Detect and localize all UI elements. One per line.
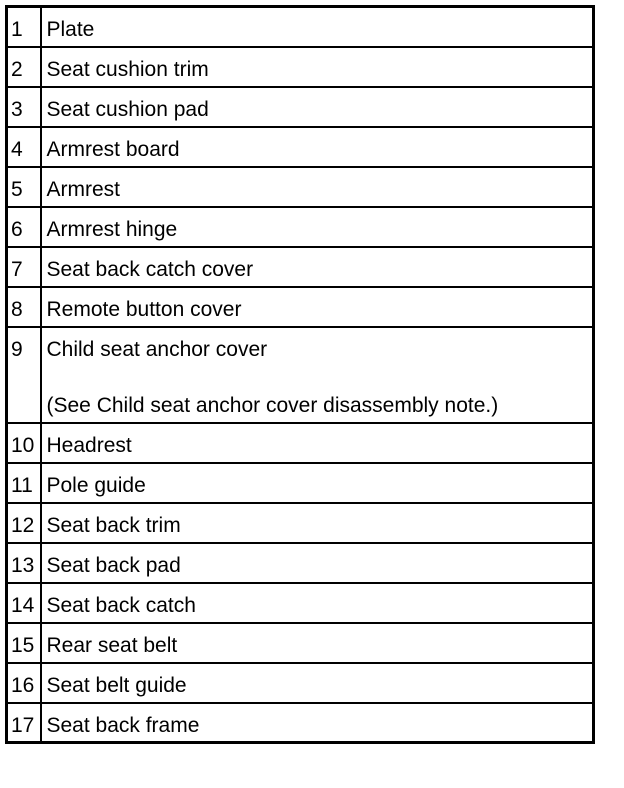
part-name: Child seat anchor cover <box>46 337 268 361</box>
part-name: Seat cushion pad <box>41 87 594 127</box>
table-row <box>7 7 594 47</box>
part-name: Plate <box>41 7 594 47</box>
part-number: 7 <box>7 247 41 287</box>
table-row <box>7 327 594 423</box>
table-row <box>7 623 594 663</box>
part-name: Armrest board <box>41 127 594 167</box>
part-number: 9 <box>7 327 41 423</box>
part-name: Seat back frame <box>41 703 594 743</box>
part-number: 5 <box>7 167 41 207</box>
table-row <box>7 463 594 503</box>
table-row <box>7 287 594 327</box>
table-row <box>7 247 594 287</box>
part-name: Seat belt guide <box>41 663 594 703</box>
table-row <box>7 543 594 583</box>
part-number: 13 <box>7 543 41 583</box>
part-name: Seat cushion trim <box>41 47 594 87</box>
part-name: Seat back trim <box>41 503 594 543</box>
part-number: 3 <box>7 87 41 127</box>
table-row <box>7 583 594 623</box>
part-number: 10 <box>7 423 41 463</box>
part-name: Headrest <box>41 423 594 463</box>
part-note: (See Child seat anchor cover disassembly note.) <box>46 393 499 417</box>
part-number: 1 <box>7 7 41 47</box>
parts-table <box>5 5 595 744</box>
part-number: 12 <box>7 503 41 543</box>
table-row <box>7 167 594 207</box>
table-row <box>7 47 594 87</box>
part-number: 11 <box>7 463 41 503</box>
part-number: 17 <box>7 703 41 743</box>
table-row <box>7 703 594 743</box>
table-row <box>7 207 594 247</box>
part-number: 14 <box>7 583 41 623</box>
part-number: 2 <box>7 47 41 87</box>
part-name: Seat back catch cover <box>41 247 594 287</box>
table-row <box>7 127 594 167</box>
part-number: 4 <box>7 127 41 167</box>
part-name: Rear seat belt <box>41 623 594 663</box>
table-row <box>7 503 594 543</box>
part-name: Armrest <box>41 167 594 207</box>
part-name: Seat back pad <box>41 543 594 583</box>
table-row <box>7 423 594 463</box>
part-number: 6 <box>7 207 41 247</box>
table-row <box>7 87 594 127</box>
part-name: Remote button cover <box>41 287 594 327</box>
part-number: 16 <box>7 663 41 703</box>
part-name: Pole guide <box>41 463 594 503</box>
part-number: 8 <box>7 287 41 327</box>
part-name: Armrest hinge <box>41 207 594 247</box>
part-name-cell <box>41 327 594 423</box>
part-number: 15 <box>7 623 41 663</box>
table-row <box>7 663 594 703</box>
part-name: Seat back catch <box>41 583 594 623</box>
